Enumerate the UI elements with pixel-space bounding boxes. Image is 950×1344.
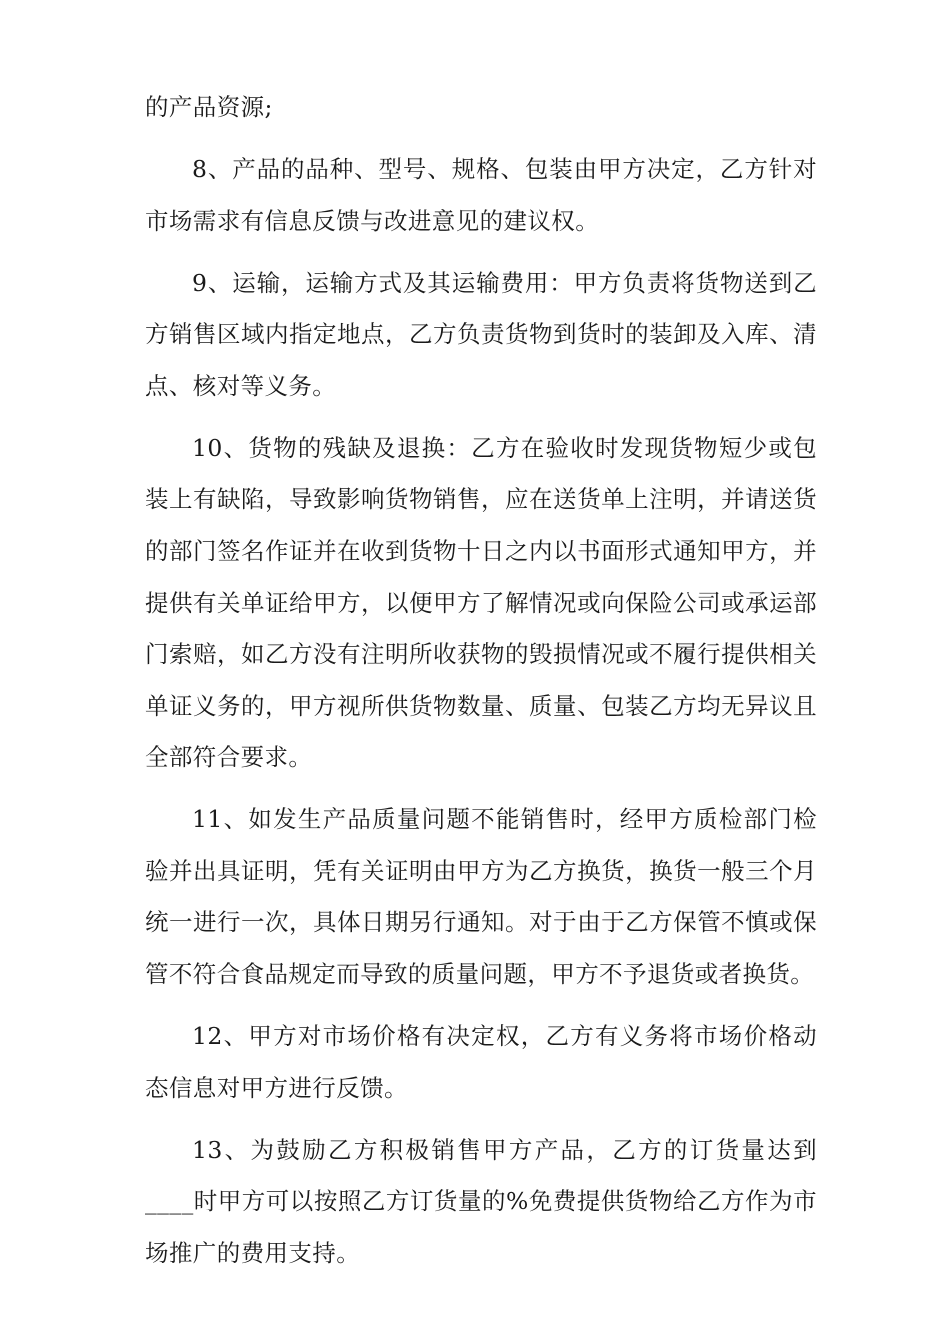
paragraph-clause-9: 9、运输，运输方式及其运输费用：甲方负责将货物送到乙方销售区域内指定地点，乙方负责货物到货时的装卸及入库、清点、核对等义务。 [145, 268, 817, 400]
paragraph-clause-12: 12、甲方对市场价格有决定权，乙方有义务将市场价格动态信息对甲方进行反馈。 [145, 1022, 817, 1102]
paragraph-clause-13: 13、为鼓励乙方积极销售甲方产品，乙方的订货量达到____时甲方可以按照乙方订货量的%免费提供货物给乙方作为市场推广的费用支持。 [145, 1135, 817, 1267]
document-body [145, 82, 817, 1290]
paragraph-continuation: 的产品资源; [145, 93, 273, 121]
paragraph-clause-8: 8、产品的品种、型号、规格、包装由甲方决定，乙方针对市场需求有信息反馈与改进意见的建议权。 [145, 154, 817, 235]
paragraph-clause-10: 10、货物的残缺及退换：乙方在验收时发现货物短少或包装上有缺陷，导致影响货物销售，应在送货单上注明，并请送货的部门签名作证并在收到货物十日之内以书面形式通知甲方，并提供有关单证给甲方，以便甲方了解情况或向保险公司或承运部门索赔，如乙方没有注明所收获物的毁损情况或不履行提供相关单证义务的，甲方视所供货物数量、质量、包装乙方均无异议且全部符合要求。 [145, 433, 817, 772]
paragraph-clause-11: 11、如发生产品质量问题不能销售时，经甲方质检部门检验并出具证明，凭有关证明由甲方为乙方换货，换货一般三个月统一进行一次，具体日期另行通知。对于由于乙方保管不慎或保管不符合食品规定而导致的质量问题，甲方不予退货或者换货。 [145, 805, 817, 989]
